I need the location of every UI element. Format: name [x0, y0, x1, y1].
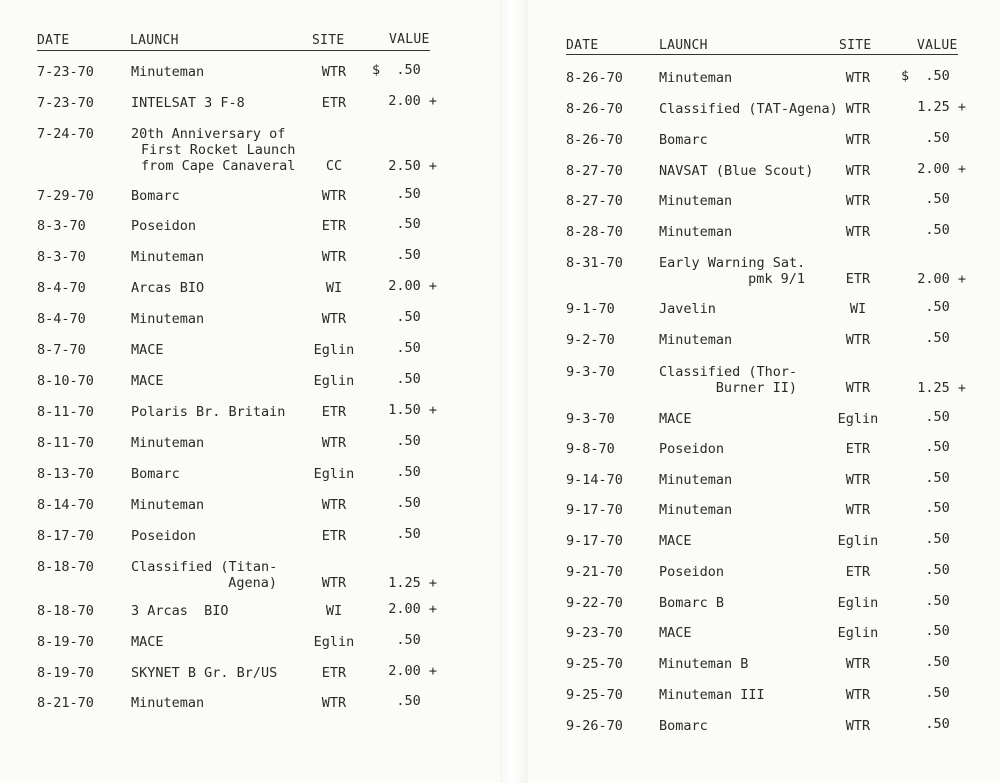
- value-cell: .50: [925, 439, 966, 455]
- site-cell: WTR: [845, 656, 871, 672]
- site-cell: CC: [325, 158, 343, 174]
- date-cell: 9-22-70: [566, 595, 623, 611]
- launch-cell: Arcas BIO: [131, 280, 205, 296]
- date-cell: 8-28-70: [566, 224, 623, 240]
- launch-header: LAUNCH: [659, 38, 708, 53]
- date-cell: 7-23-70: [37, 64, 94, 80]
- value-cell: 1.25 +: [917, 380, 966, 396]
- date-cell: 9-21-70: [566, 564, 623, 580]
- value-header: VALUE: [389, 32, 430, 47]
- date-cell: 9-25-70: [566, 687, 623, 703]
- site-cell: ETR: [321, 404, 347, 420]
- value-cell: .50: [925, 562, 966, 578]
- date-cell: 8-14-70: [37, 497, 94, 513]
- value-cell: .50: [396, 526, 437, 542]
- value-cell: .50: [925, 299, 966, 315]
- site-cell: WTR: [845, 687, 871, 703]
- date-cell: 8-27-70: [566, 163, 623, 179]
- value-cell: .50: [925, 470, 966, 486]
- launch-cell: Classified (Titan-: [131, 559, 278, 575]
- launch-cell: SKYNET B Gr. Br/US: [131, 665, 278, 681]
- site-cell: WTR: [845, 132, 871, 148]
- site-cell: WI: [325, 603, 343, 619]
- launch-cell: Minuteman: [131, 695, 205, 711]
- value-cell: .50: [925, 531, 966, 547]
- value-cell: .50: [396, 340, 437, 356]
- date-cell: 8-17-70: [37, 528, 94, 544]
- value-cell: .50: [925, 191, 966, 207]
- value-cell: .50: [396, 247, 437, 263]
- site-cell: WTR: [845, 70, 871, 86]
- site-cell: WTR: [321, 311, 347, 327]
- date-cell: 8-31-70: [566, 255, 623, 271]
- launch-cell: Minuteman: [131, 435, 205, 451]
- launch-cell: MACE: [131, 342, 164, 358]
- value-cell: .50: [925, 685, 966, 701]
- value-cell: .50: [396, 186, 437, 202]
- value-cell: .50: [925, 593, 966, 609]
- site-cell: WTR: [845, 472, 871, 488]
- site-cell: WTR: [845, 163, 871, 179]
- date-cell: 9-17-70: [566, 533, 623, 549]
- site-cell: ETR: [845, 564, 871, 580]
- launch-cell: Bomarc B: [659, 595, 725, 611]
- value-cell: 1.25 +: [917, 99, 966, 115]
- launch-cell: 3 Arcas BIO: [131, 603, 229, 619]
- date-cell: 8-4-70: [37, 311, 86, 327]
- date-cell: 8-11-70: [37, 404, 94, 420]
- date-cell: 9-26-70: [566, 718, 623, 734]
- value-cell: $ .50: [371, 62, 437, 78]
- date-cell: 8-26-70: [566, 132, 623, 148]
- launch-cell: Bomarc: [131, 188, 180, 204]
- site-cell: WTR: [321, 64, 347, 80]
- launch-cell: MACE: [659, 533, 692, 549]
- site-cell: ETR: [845, 271, 871, 287]
- launch-cell: Minuteman III: [659, 687, 765, 703]
- date-cell: 8-26-70: [566, 70, 623, 86]
- date-cell: 9-3-70: [566, 364, 615, 380]
- value-cell: .50: [925, 130, 966, 146]
- launch-cell: MACE: [659, 411, 692, 427]
- value-cell: 2.00 +: [917, 161, 966, 177]
- date-cell: 8-18-70: [37, 603, 94, 619]
- launch-cell: Minuteman: [659, 70, 733, 86]
- site-cell: ETR: [321, 528, 347, 544]
- site-cell: WTR: [845, 718, 871, 734]
- site-cell: WTR: [845, 380, 871, 396]
- launch-cell: Minuteman B: [659, 656, 749, 672]
- date-cell: 9-1-70: [566, 301, 615, 317]
- launch-cell: Minuteman: [659, 193, 733, 209]
- launch-cell: MACE: [131, 373, 164, 389]
- date-cell: 8-19-70: [37, 665, 94, 681]
- date-cell: 8-11-70: [37, 435, 94, 451]
- date-cell: 8-19-70: [37, 634, 94, 650]
- launch-cell: Minuteman: [659, 332, 733, 348]
- date-cell: 8-27-70: [566, 193, 623, 209]
- site-cell: ETR: [845, 441, 871, 457]
- date-cell: 7-29-70: [37, 188, 94, 204]
- launch-cell: INTELSAT 3 F-8: [131, 95, 245, 111]
- value-cell: .50: [925, 623, 966, 639]
- site-cell: Eglin: [837, 595, 879, 611]
- date-cell: 7-24-70: [37, 126, 94, 142]
- site-cell: Eglin: [837, 411, 879, 427]
- date-cell: 8-10-70: [37, 373, 94, 389]
- value-cell: $ .50: [900, 68, 966, 84]
- launch-cell: Classified (Thor-: [659, 364, 798, 380]
- site-cell: ETR: [321, 95, 347, 111]
- launch-cell: NAVSAT (Blue Scout): [659, 163, 814, 179]
- date-cell: 8-3-70: [37, 218, 86, 234]
- value-cell: .50: [925, 409, 966, 425]
- date-header: DATE: [37, 33, 70, 48]
- value-cell: .50: [396, 433, 437, 449]
- site-cell: WTR: [845, 502, 871, 518]
- launch-cell: Burner II): [715, 380, 797, 396]
- value-cell: .50: [925, 654, 966, 670]
- site-cell: WTR: [321, 249, 347, 265]
- value-cell: .50: [396, 309, 437, 325]
- value-cell: 2.00 +: [388, 601, 437, 617]
- date-cell: 9-17-70: [566, 502, 623, 518]
- value-cell: .50: [925, 330, 966, 346]
- value-cell: 1.50 +: [388, 402, 437, 418]
- header-rule: [566, 54, 958, 55]
- value-cell: .50: [925, 500, 966, 516]
- date-cell: 8-3-70: [37, 249, 86, 265]
- launch-cell: Agena): [228, 575, 277, 591]
- site-cell: WI: [849, 301, 867, 317]
- site-cell: Eglin: [837, 625, 879, 641]
- site-cell: WTR: [321, 435, 347, 451]
- value-header: VALUE: [917, 38, 958, 53]
- launch-cell: pmk 9/1: [748, 271, 805, 287]
- site-header: SITE: [839, 38, 872, 53]
- launch-cell: Bomarc: [659, 132, 708, 148]
- site-cell: WTR: [845, 193, 871, 209]
- value-cell: .50: [396, 693, 437, 709]
- date-cell: 7-23-70: [37, 95, 94, 111]
- value-cell: .50: [396, 495, 437, 511]
- value-cell: 2.00 +: [388, 278, 437, 294]
- date-cell: 9-3-70: [566, 411, 615, 427]
- date-cell: 9-14-70: [566, 472, 623, 488]
- site-cell: Eglin: [313, 373, 355, 389]
- launch-cell: First Rocket Launch: [141, 142, 296, 158]
- launch-cell: Early Warning Sat.: [659, 255, 806, 271]
- launch-cell: Minuteman: [131, 311, 205, 327]
- value-cell: 1.25 +: [388, 575, 437, 591]
- launch-cell: 20th Anniversary of: [131, 126, 286, 142]
- launch-cell: Minuteman: [131, 249, 205, 265]
- site-cell: WTR: [845, 224, 871, 240]
- launch-cell: Minuteman: [659, 502, 733, 518]
- launch-cell: MACE: [659, 625, 692, 641]
- site-cell: WTR: [321, 497, 347, 513]
- launch-cell: Polaris Br. Britain: [131, 404, 286, 420]
- date-cell: 8-26-70: [566, 101, 623, 117]
- site-cell: Eglin: [313, 466, 355, 482]
- launch-cell: Classified (TAT-Agena): [659, 101, 838, 117]
- value-cell: .50: [925, 222, 966, 238]
- launch-cell: Poseidon: [131, 218, 197, 234]
- site-cell: Eglin: [837, 533, 879, 549]
- value-cell: .50: [396, 371, 437, 387]
- date-cell: 8-13-70: [37, 466, 94, 482]
- launch-cell: Minuteman: [131, 64, 205, 80]
- value-cell: 2.50 +: [388, 158, 437, 174]
- launch-cell: Poseidon: [659, 564, 725, 580]
- launch-cell: Minuteman: [659, 472, 733, 488]
- launch-header: LAUNCH: [130, 33, 179, 48]
- site-cell: ETR: [321, 665, 347, 681]
- site-header: SITE: [312, 33, 345, 48]
- date-cell: 9-23-70: [566, 625, 623, 641]
- date-cell: 9-2-70: [566, 332, 615, 348]
- value-cell: .50: [396, 216, 437, 232]
- site-cell: WTR: [321, 695, 347, 711]
- date-cell: 8-18-70: [37, 559, 94, 575]
- site-cell: Eglin: [313, 342, 355, 358]
- launch-cell: Poseidon: [131, 528, 197, 544]
- launch-cell: Minuteman: [131, 497, 205, 513]
- launch-cell: Bomarc: [659, 718, 708, 734]
- site-cell: Eglin: [313, 634, 355, 650]
- date-cell: 8-7-70: [37, 342, 86, 358]
- site-cell: WI: [325, 280, 343, 296]
- value-cell: 2.00 +: [388, 663, 437, 679]
- date-cell: 9-25-70: [566, 656, 623, 672]
- launch-cell: Javelin: [659, 301, 716, 317]
- site-cell: WTR: [321, 575, 347, 591]
- launch-cell: Minuteman: [659, 224, 733, 240]
- site-cell: WTR: [845, 101, 871, 117]
- launch-cell: Poseidon: [659, 441, 725, 457]
- value-cell: .50: [396, 632, 437, 648]
- site-cell: WTR: [321, 188, 347, 204]
- launch-cell: from Cape Canaveral: [141, 158, 296, 174]
- site-cell: WTR: [845, 332, 871, 348]
- site-cell: ETR: [321, 218, 347, 234]
- launch-cell: MACE: [131, 634, 164, 650]
- value-cell: .50: [396, 464, 437, 480]
- date-cell: 8-21-70: [37, 695, 94, 711]
- date-header: DATE: [566, 38, 599, 53]
- value-cell: 2.00 +: [917, 271, 966, 287]
- launch-cell: Bomarc: [131, 466, 180, 482]
- value-cell: 2.00 +: [388, 93, 437, 109]
- date-cell: 9-8-70: [566, 441, 615, 457]
- date-cell: 8-4-70: [37, 280, 86, 296]
- value-cell: .50: [925, 716, 966, 732]
